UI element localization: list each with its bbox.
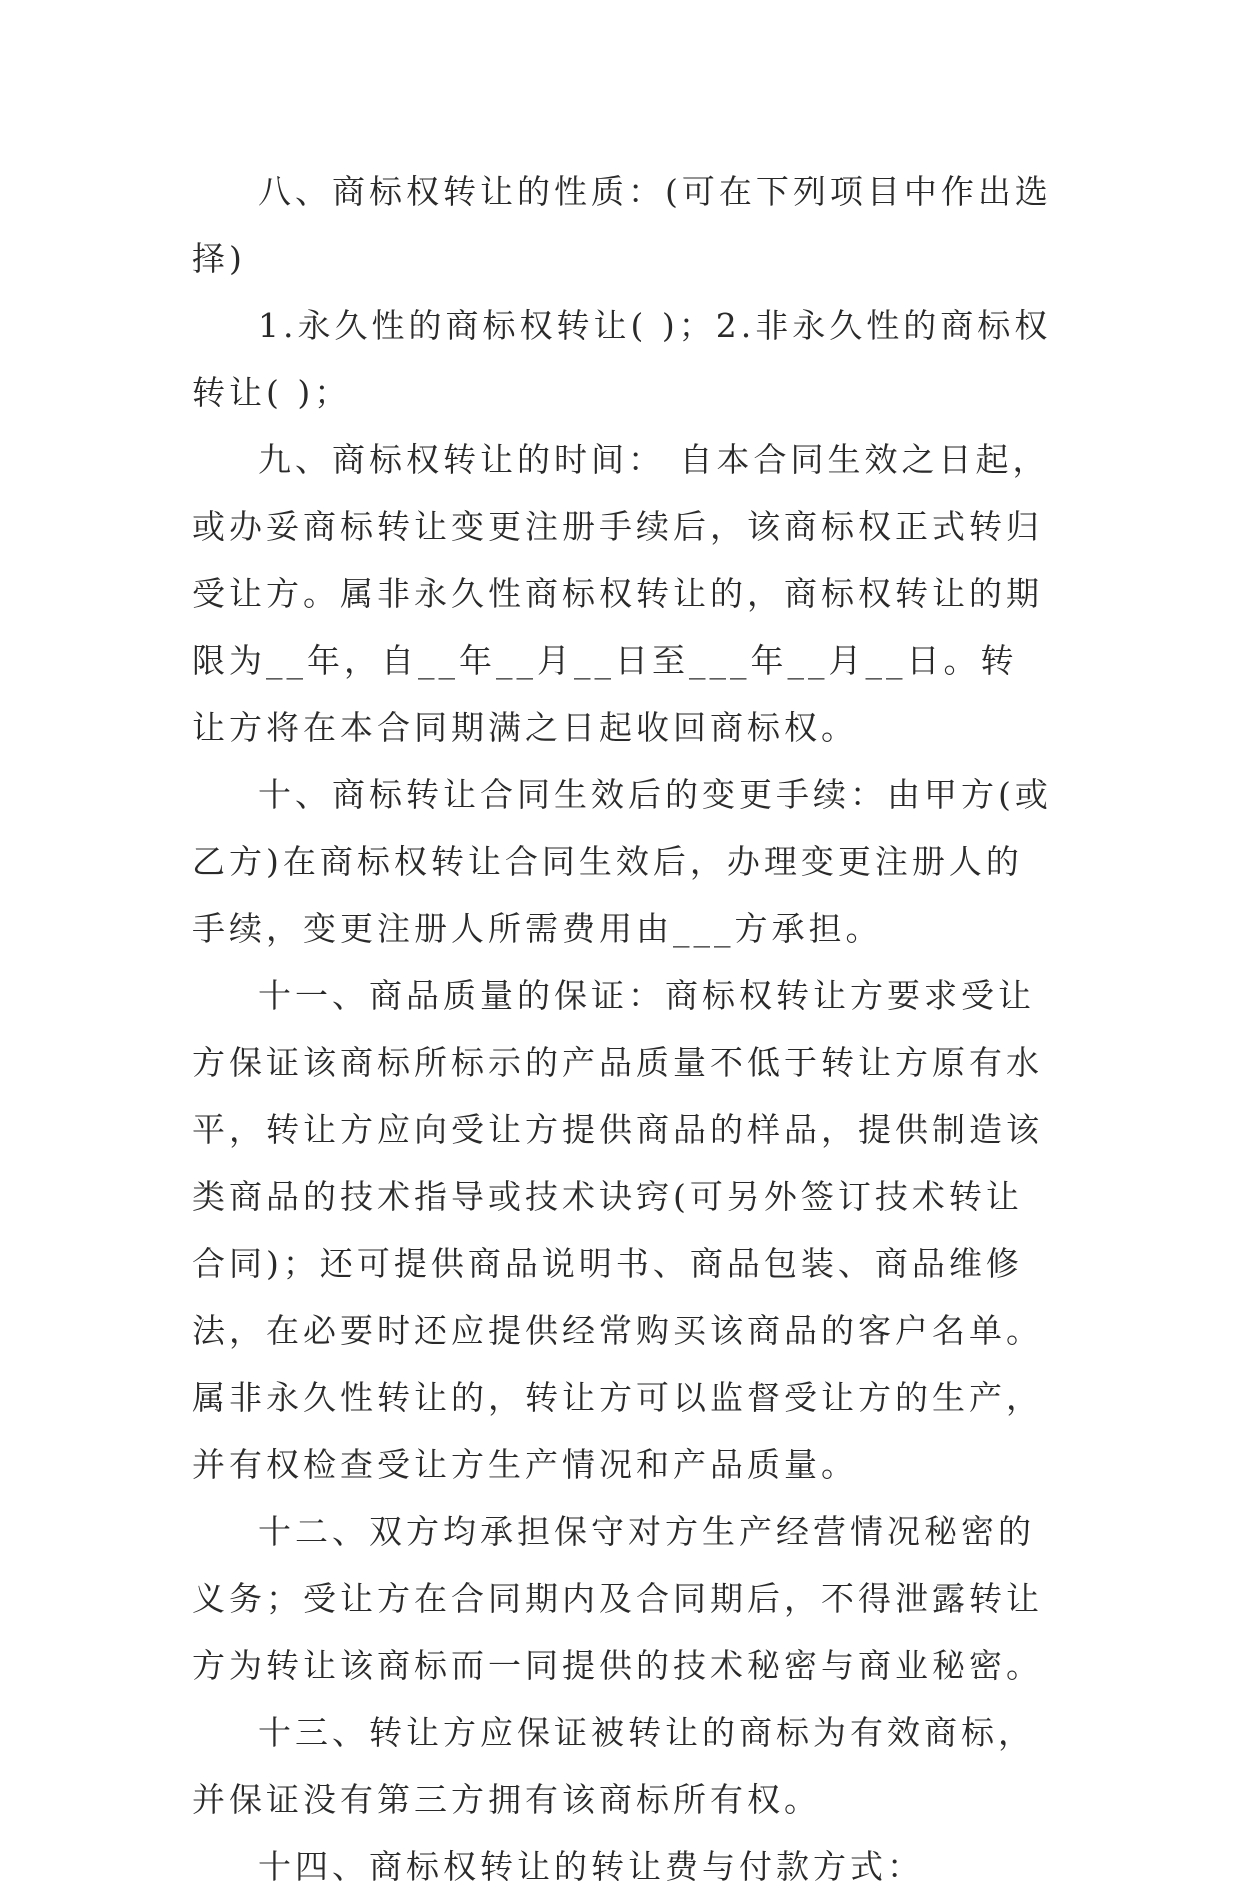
document-body bbox=[192, 158, 1052, 1900]
clause-9-transfer-time: 九、商标权转让的时间： 自本合同生效之日起，或办妥商标转让变更注册手续后，该商标权正式转归受让方。属非永久性商标权转让的，商标权转让的期限为__年，自__年__月__日至___年__月__日。转让方将在本合同期满之日起收回商标权。 bbox=[192, 440, 1050, 747]
clause-8-options: 1.永久性的商标权转让( )；2.非永久性的商标权转让( )； bbox=[192, 306, 1052, 412]
clause-8-nature: 八、商标权转让的性质：(可在下列项目中作出选择) bbox=[192, 172, 1052, 278]
clause-10-change-procedure: 十、商标转让合同生效后的变更手续：由甲方(或乙方)在商标权转让合同生效后，办理变更注册人的手续，变更注册人所需费用由___方承担。 bbox=[192, 775, 1052, 948]
clause-14-fees-payment: 十四、商标权转让的转让费与付款方式： bbox=[258, 1847, 924, 1886]
clause-11-quality-guarantee: 十一、商品质量的保证：商标权转让方要求受让方保证该商标所标示的产品质量不低于转让方原有水平，转让方应向受让方提供商品的样品，提供制造该类商品的技术指导或技术诀窍(可另外签订技术转让合同)；还可提供商品说明书、商品包装、商品维修法，在必要时还应提供经常购买该商品的客户名单。属非永久性转让的，转让方可以监督受让方的生产，并有权检查受让方生产情况和产品质量。 bbox=[192, 976, 1043, 1484]
clause-13-validity-guarantee: 十三、转让方应保证被转让的商标为有效商标，并保证没有第三方拥有该商标所有权。 bbox=[192, 1713, 1035, 1819]
clause-12-confidentiality: 十二、双方均承担保守对方生产经营情况秘密的义务；受让方在合同期内及合同期后，不得泄露转让方为转让该商标而一同提供的技术秘密与商业秘密。 bbox=[192, 1512, 1043, 1685]
